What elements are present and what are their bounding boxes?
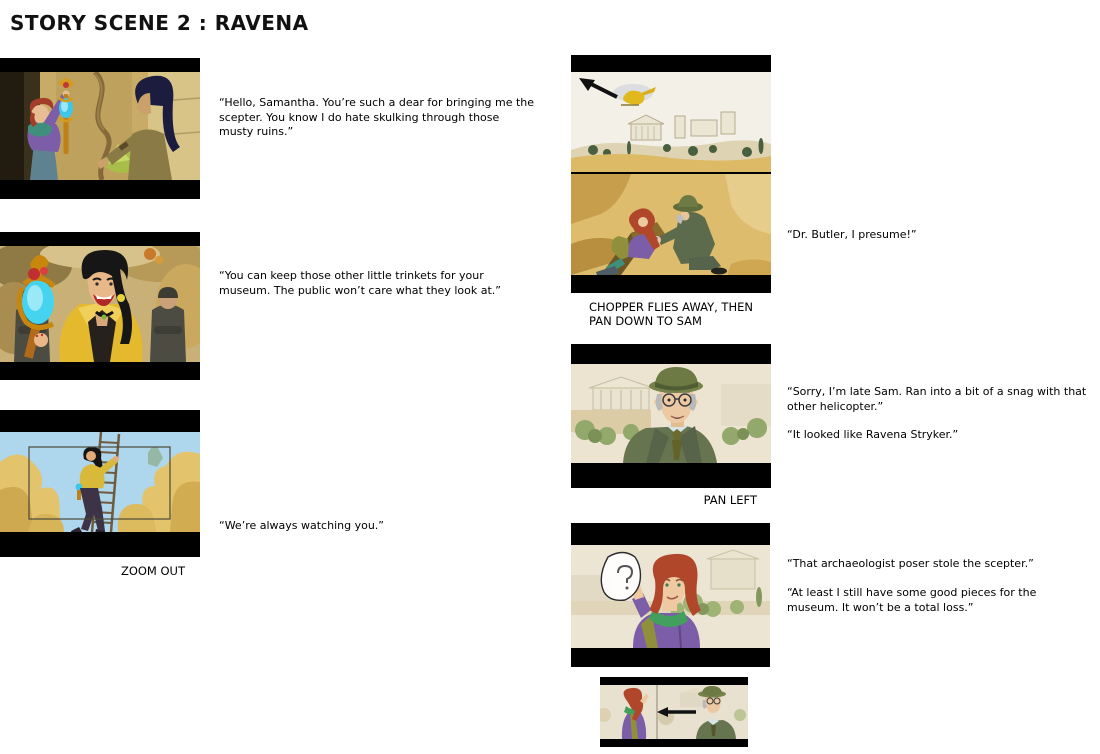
dialogue-text: “It looked like Ravena Stryker.” [787, 428, 959, 441]
panel-right-1-top-artwork [571, 72, 771, 172]
dialogue-text: “You can keep those other little trinkets for your museum. The public won’t care what they look at.” [219, 269, 501, 297]
dialogue-text: “That archaeologist poser stole the scepter.” [787, 557, 1034, 570]
storyboard-panel-left-1 [0, 58, 200, 199]
storyboard-panel-right-4 [600, 677, 748, 747]
panel-left-2-artwork [0, 246, 200, 362]
panel-caption: PAN LEFT [703, 493, 757, 507]
dialogue-text: “Hello, Samantha. You’re such a dear for bringing me the scepter. You know I do hate skulking through those musty ruins.” [219, 96, 535, 138]
page-title: STORY SCENE 2 : RAVENA [10, 11, 309, 35]
panel-left-1-artwork [0, 72, 200, 180]
panel-caption: ZOOM OUT [120, 564, 185, 578]
dialogue-text: “Sorry, I’m late Sam. Ran into a bit of a snag with that other helicopter.” [787, 385, 1087, 413]
dialogue-text: “At least I still have some good pieces for the museum. It won’t be a total loss.” [787, 586, 1037, 614]
storyboard-panel-right-2 [571, 344, 771, 488]
panel-right-4-artwork [600, 685, 748, 739]
storyboard-panel-right-1 [571, 55, 771, 293]
storyboard-panel-right-3 [571, 523, 770, 667]
panel-right-1-bottom-artwork [571, 174, 771, 275]
dialogue-text: “Dr. Butler, I presume!” [787, 228, 917, 241]
dialogue-text: “We’re always watching you.” [219, 519, 384, 532]
storyboard-panel-left-2 [0, 232, 200, 380]
storyboard-panel-left-3 [0, 410, 200, 557]
panel-caption: CHOPPER FLIES AWAY, THEN PAN DOWN TO SAM [589, 300, 753, 328]
panel-right-2-artwork [571, 364, 771, 463]
sketched-artifact [601, 553, 640, 601]
panel-left-3-artwork [0, 432, 200, 532]
panel-right-3-artwork [571, 545, 770, 648]
